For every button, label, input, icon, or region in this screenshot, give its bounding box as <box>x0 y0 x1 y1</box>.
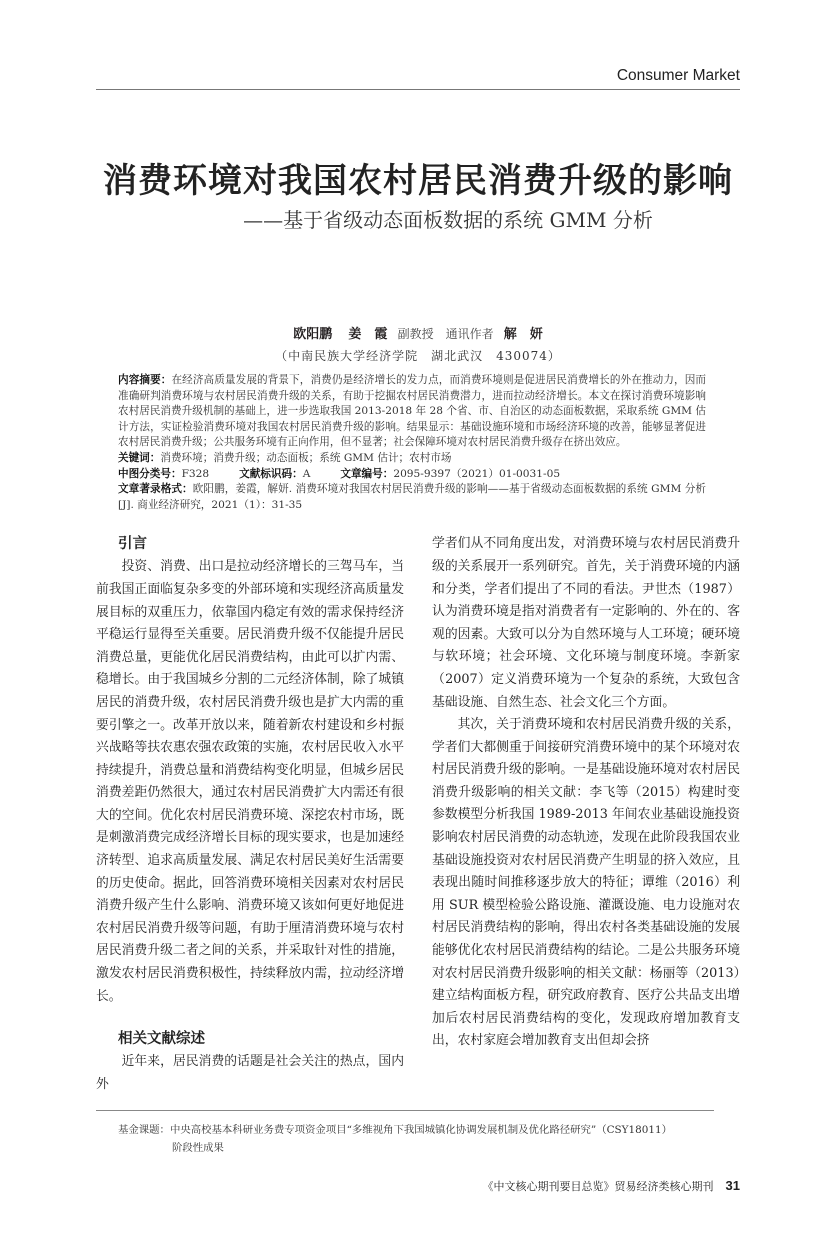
paragraph: 学者们从不同角度出发，对消费环境与农村居民消费升级的关系展开一系列研究。首先，关于消费环境的内涵和分类，学者们提出了不同的看法。尹世杰（1987）认为消费环境是指对消费者有一定影响的、外在的、客观的因素。大致可以分为自然环境与人工环境；硬环境与软环境；社会环境、文化环境与制度环境。李新家（2007）定义消费环境为一个复杂的系统，大致包含基础设施、自然生态、社会文化三个方面。 <box>432 536 740 710</box>
keywords-text: 消费环境；消费升级；动态面板；系统 GMM 估计；农村市场 <box>160 451 452 464</box>
classification-row <box>118 467 706 483</box>
keywords-label: 关键词： <box>118 451 161 464</box>
clc-group <box>118 467 209 483</box>
body-columns <box>96 533 740 1096</box>
article-no-value: 2095-9397（2021）01-0031-05 <box>393 467 561 480</box>
article-no-group <box>340 467 560 483</box>
page-number: 31 <box>725 1178 740 1194</box>
funding-note <box>118 1121 718 1157</box>
article-no-label: 文章编号： <box>340 467 394 480</box>
citation-text: 欧阳鹏，姜霞，解妍. 消费环境对我国农村居民消费升级的影响——基于省级动态面板数据的系统 GMM 分析 [J]. 商业经济研究，2021（1）：31-35 <box>118 483 707 511</box>
footnote-rule <box>96 1110 714 1111</box>
author-line <box>96 324 740 345</box>
doc-code-value: A <box>302 467 311 480</box>
abstract-text: 在经济高质量发展的背景下，消费仍是经济增长的发力点，而消费环境则是促进居民消费增长的外在推动力，因而准确研判消费环境与农村居民消费升级的关系，有助于挖掘农村居民消费潜力，进而拉动经济增长。本文在探讨消费环境影响农村居民消费升级机制的基础上，进一步选取我国 2013-2018 年 28 个省、市、自治区的动态面板数据，采取系统 GMM 估计方法，实证检验消费环境对我国农村居民消费升级的影响。结果显示：基础设施环境和市场经济环境的改善，能够显著促进农村居民消费升级；公共服务环境有正向作用，但不显著；社会保障环境对农村居民消费升级存在挤出效应。 <box>118 374 707 449</box>
funding-line: 基金课题：中央高校基本科研业务费专项资金项目“多维视角下我国城镇化协调发展机制及优化路径研究”（CSY18011） <box>118 1124 672 1137</box>
author-name: 欧阳鹏 <box>293 327 333 342</box>
running-head: Consumer Market <box>616 67 740 84</box>
paragraph: 投资、消费、出口是拉动经济增长的三驾马车，当前我国正面临复杂多变的外部环境和实现经济高质量发展目标的双重压力，依靠国内稳定有效的需求保持经济平稳运行显得至关重要。居民消费升级不仅能提升居民消费总量，更能优化居民消费结构，由此可以扩内需、稳增长。由于我国城乡分割的二元经济体制，除了城镇居民的消费升级，农村居民消费升级也是扩大内需的重要引擎之一。改革开放以来，随着新农村建设和乡村振兴战略等扶农惠农强农政策的实施，农村居民收入水平持续提升，消费总量和消费结构变化明显，但城乡居民消费差距仍然很大，通过农村居民消费扩大内需还有很大的空间。优化农村居民消费环境、深挖农村市场，既是刺激消费完成经济增长目标的现实要求，也是加速经济转型、追求高质量发展、满足农村居民美好生活需要的历史使命。据此，回答消费环境相关因素对农村居民消费升级产生什么影响、消费环境又该如何更好地促进农村居民消费升级等问题，有助于厘清消费环境与农村居民消费升级二者之间的关系，并采取针对性的措施，激发农村居民消费积极性，持续释放内需，拉动经济增长。 <box>96 559 404 1004</box>
citation-label: 文章著录格式： <box>118 483 193 496</box>
body-column-right <box>432 533 740 1053</box>
article-subtitle: ——基于省级动态面板数据的系统 GMM 分析 <box>243 208 653 232</box>
abstract-block <box>118 373 706 513</box>
body-column-left <box>96 533 404 1096</box>
page-footer <box>483 1157 740 1196</box>
header-rule <box>96 89 740 90</box>
article-title: 消费环境对我国农村居民消费升级的影响 <box>103 161 733 201</box>
author-name: 解 妍 <box>503 327 543 342</box>
section-heading-review: 相关文献综述 <box>118 1031 205 1048</box>
section-heading-intro: 引言 <box>118 536 147 553</box>
clc-label: 中图分类号： <box>118 467 182 480</box>
abstract-label: 内容摘要： <box>118 374 172 386</box>
funding-line: 阶段性成果 <box>172 1142 224 1155</box>
author-name: 姜 霞 <box>348 327 388 342</box>
abstract <box>118 373 706 451</box>
keywords <box>118 451 706 467</box>
author-role: 副教授 通讯作者 <box>397 327 494 341</box>
clc-value: F328 <box>181 467 210 480</box>
affiliation: （中南民族大学经济学院 湖北武汉 430074） <box>275 349 561 363</box>
doc-code-label: 文献标识码： <box>239 467 303 480</box>
journal-note: 《中文核心期刊要目总览》贸易经济类核心期刊 <box>482 1181 714 1194</box>
paragraph: 近年来，居民消费的话题是社会关注的热点，国内外 <box>96 1054 404 1092</box>
citation <box>118 482 706 513</box>
paragraph: 其次，关于消费环境和农村居民消费升级的关系，学者们大都侧重于间接研究消费环境中的某个环境对农村居民消费升级的影响。一是基础设施环境对农村居民消费升级影响的相关文献：李飞等（2015）构建时变参数模型分析我国 1989-2013 年间农业基础设施投资影响农村居民消费的动态轨迹，发现在此阶段我国农业基础设施投资对农村居民消费产生明显的挤入效应，且表现出随时间推移逐步放大的特征；谭维（2016）利用 SUR 模型检验公路设施、灌溉设施、电力设施对农村居民消费结构的影响，得出农村各类基础设施的发展能够优化农村居民消费结构的结论。二是公共服务环境对农村居民消费升级影响的相关文献：杨丽等（2013）建立结构面板方程，研究政府教育、医疗公共品支出增加后农村居民消费结构的变化，发现政府增加教育支出，农村家庭会增加教育支出但却会挤 <box>432 717 740 1049</box>
doc-code-group <box>239 467 310 483</box>
